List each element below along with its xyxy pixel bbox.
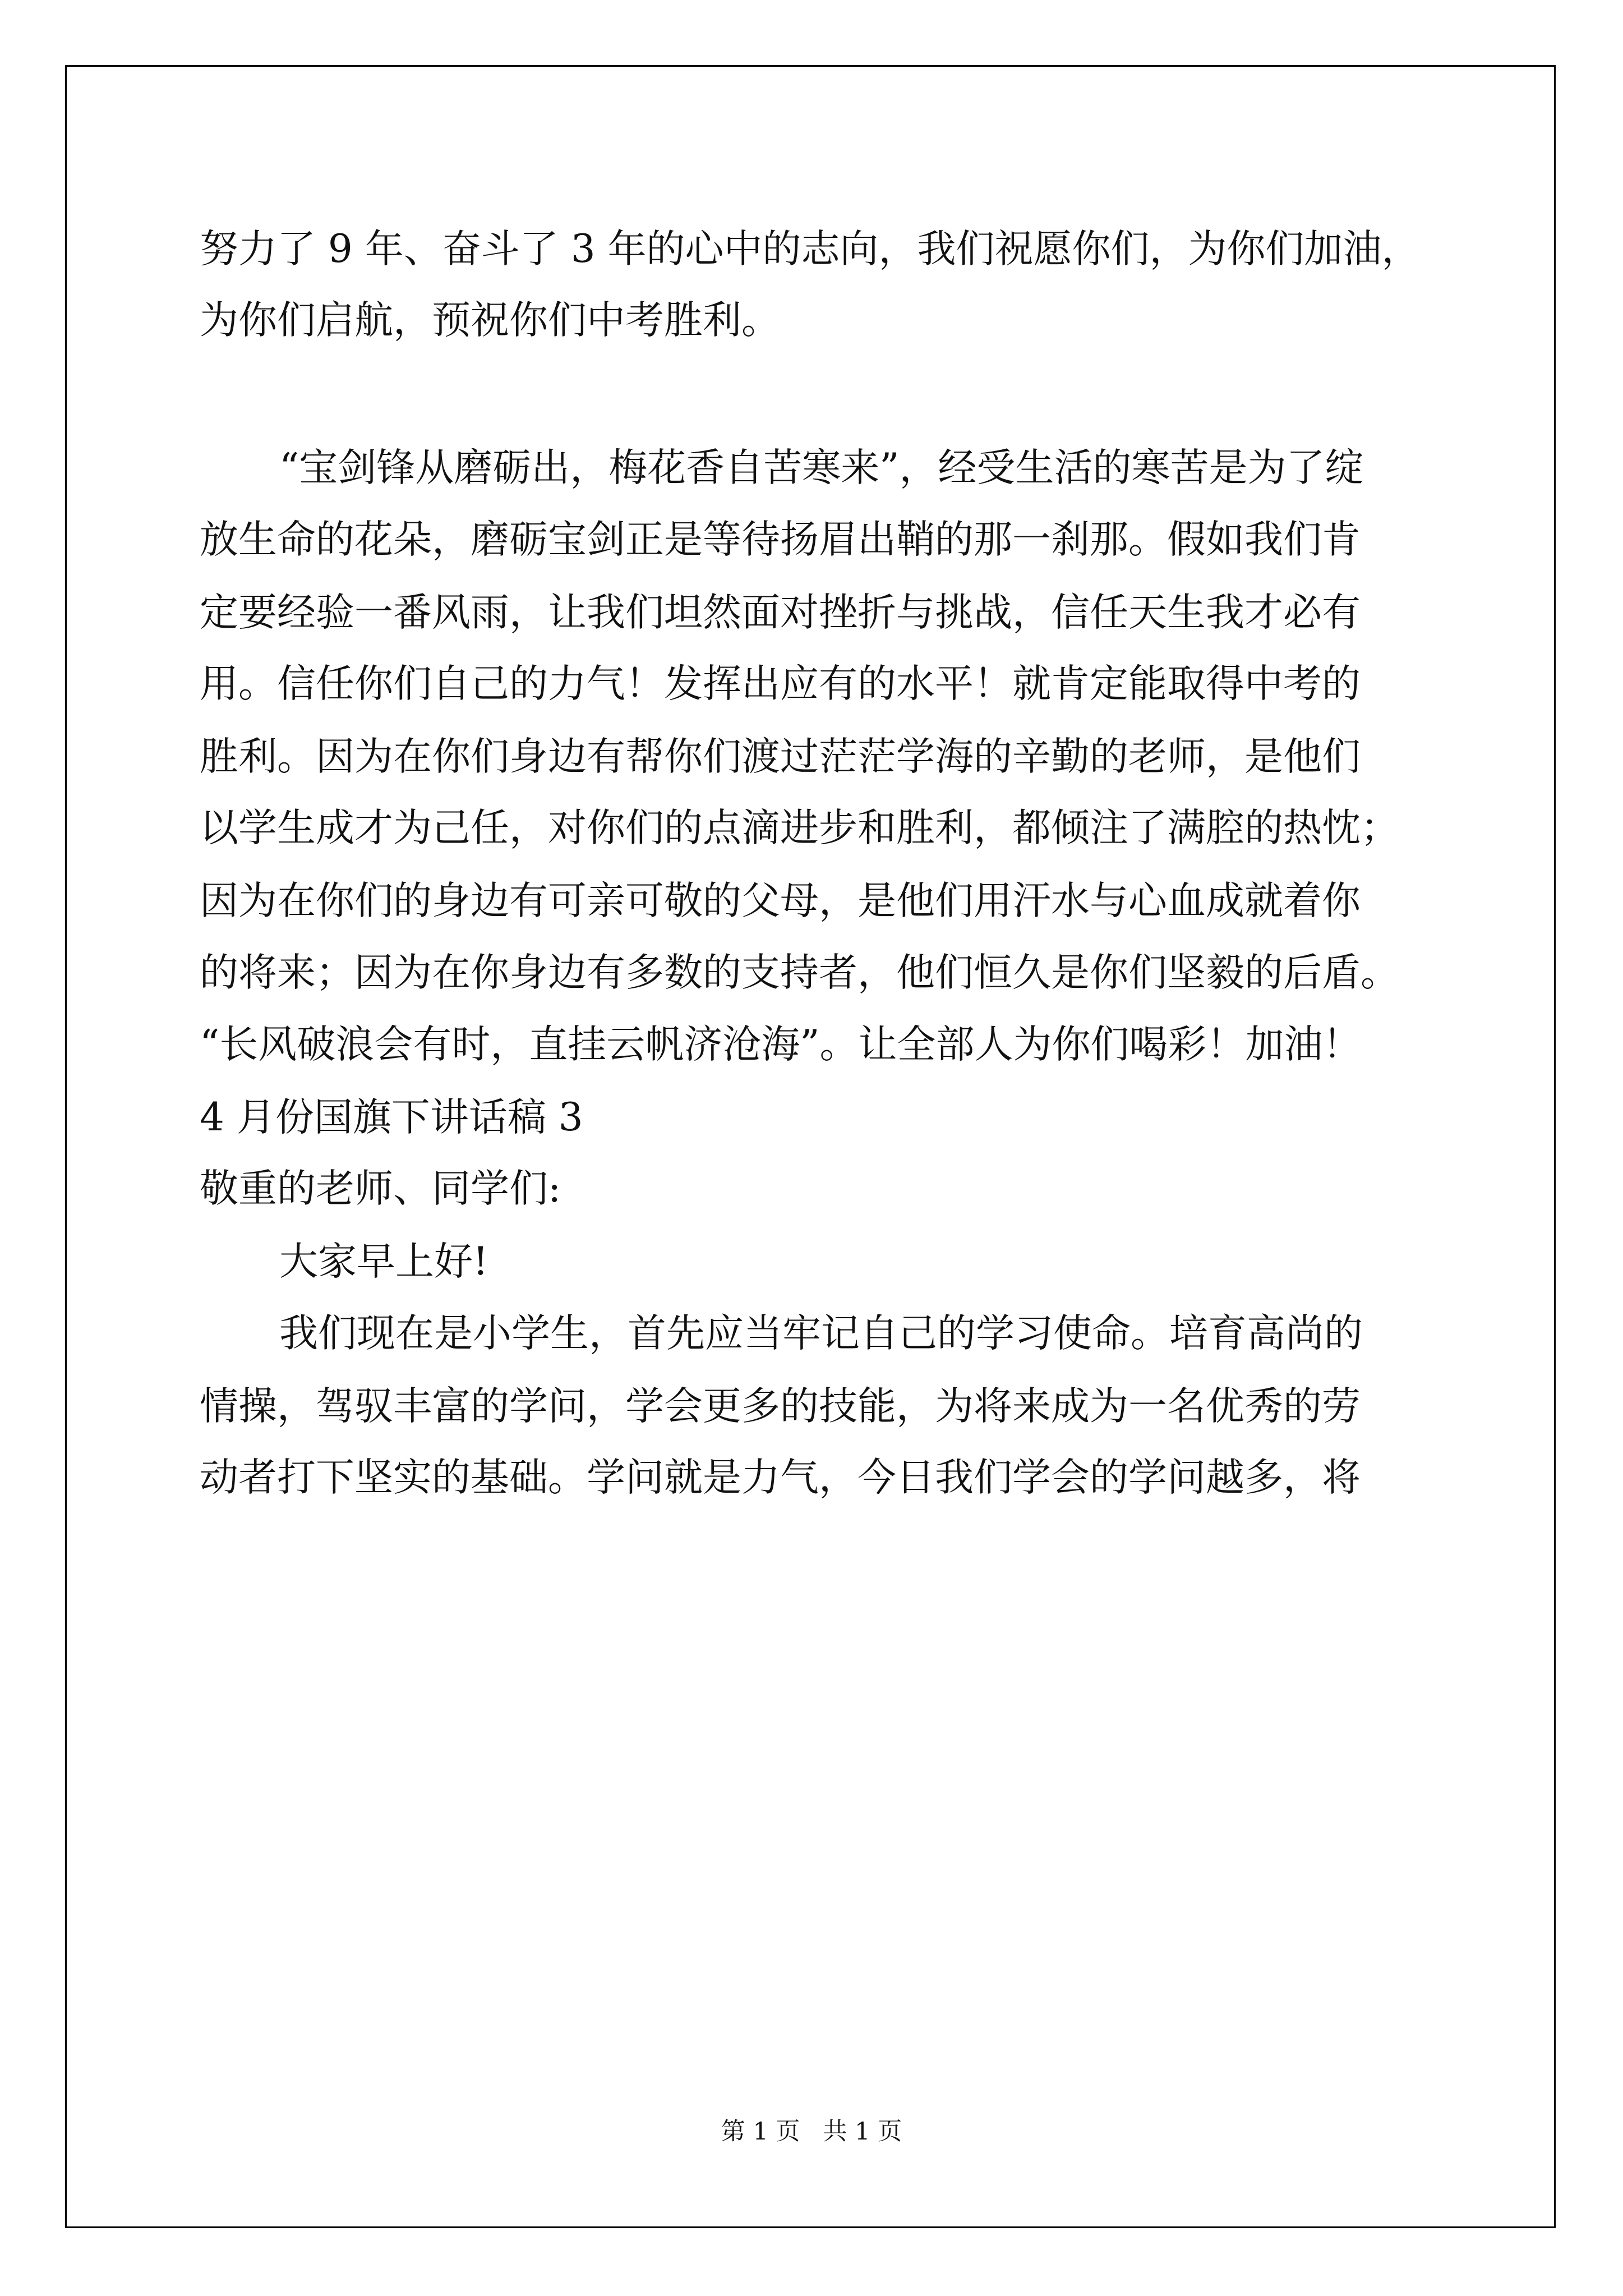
text-line-5: 定要经验一番风雨，让我们坦然面对挫折与挑战，信任天生我才必有: [200, 590, 1361, 635]
page-number-footer: 第 1 页 共 1 页: [721, 2118, 902, 2146]
text-line-11: “长风破浪会有时，直挂云帆济沧海”。让全部人为你们喝彩！加油！: [200, 1022, 1362, 1067]
text-line-9: 因为在你们的身边有可亲可敬的父母，是他们用汗水与心血成就着你: [200, 878, 1361, 923]
salutation: 敬重的老师、同学们:: [200, 1166, 561, 1211]
text-line-7: 胜利。因为在你们身边有帮你们渡过茫茫学海的辛勤的老师，是他们: [200, 734, 1361, 779]
text-line-16: 情操，驾驭丰富的学问，学会更多的技能，为将来成为一名优秀的劳: [200, 1384, 1361, 1429]
text-line-2: 为你们启航，预祝你们中考胜利。: [200, 298, 780, 343]
page-border: [65, 65, 1556, 2228]
text-line-10: 的将来；因为在你身边有多数的支持者，他们恒久是你们坚毅的后盾。: [200, 950, 1399, 995]
text-line-3: “宝剑锋从磨砺出，梅花香自苦寒来”，经受生活的寒苦是为了绽: [279, 445, 1364, 490]
text-line-17: 动者打下坚实的基础。学问就是力气，今日我们学会的学问越多，将: [200, 1455, 1361, 1500]
text-line-4: 放生命的花朵，磨砺宝剑正是等待扬眉出鞘的那一刹那。假如我们肯: [200, 517, 1361, 562]
text-line-15: 我们现在是小学生，首先应当牢记自己的学习使命。培育高尚的: [279, 1311, 1363, 1356]
text-line-6: 用。信任你们自己的力气！发挥出应有的水平！就肯定能取得中考的: [200, 661, 1361, 706]
text-line-1: 努力了 9 年、奋斗了 3 年的心中的志向，我们祝愿你们，为你们加油，: [200, 227, 1421, 272]
text-line-8: 以学生成才为己任，对你们的点滴进步和胜利，都倾注了满腔的热忱；: [200, 806, 1399, 850]
greeting: 大家早上好!: [279, 1239, 488, 1284]
section-heading: 4 月份国旗下讲话稿 3: [200, 1095, 583, 1140]
